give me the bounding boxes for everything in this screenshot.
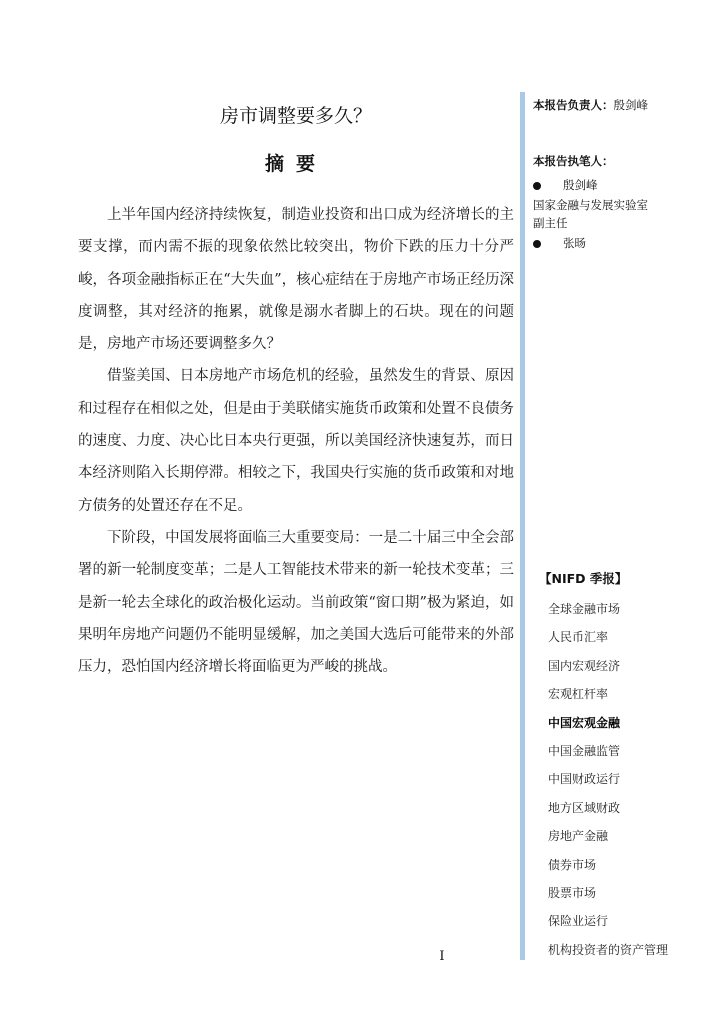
sidebar-divider bbox=[520, 92, 525, 960]
nifd-item[interactable]: 地方区域财政 bbox=[548, 800, 621, 815]
writer-item bbox=[533, 234, 586, 252]
abstract-paragraph-3: 下阶段，中国发展将面临三大重要变局：一是二十届三中全会部署的新一轮制度变革；二是人工智能技术带来的新一轮技术变革；三是新一轮去全球化的政治极化运动。当前政策“窗口期”极为紧迫，如果明年房地产问题仍不能明显缓解，加之美国大选后可能带来的外部压力，恐怕国内经济增长将面临更为严峻的挑战。 bbox=[78, 529, 514, 676]
report-title: 房市调整要多久？ bbox=[219, 105, 372, 127]
writer-item bbox=[533, 176, 598, 194]
nifd-item[interactable]: 中国金融监管 bbox=[548, 743, 621, 758]
nifd-quarterly-nav bbox=[539, 570, 710, 957]
nifd-title: 【NIFD 季报】 bbox=[539, 571, 628, 586]
abstract-heading: 摘要 bbox=[264, 153, 327, 175]
writer-name: 殷剑峰 bbox=[563, 178, 598, 192]
writer-detail: 国家金融与发展实验室 bbox=[533, 198, 648, 212]
nifd-item[interactable]: 机构投资者的资产管理 bbox=[548, 942, 669, 957]
bullet-icon bbox=[533, 240, 541, 248]
nifd-item[interactable]: 国内宏观经济 bbox=[548, 658, 621, 673]
nifd-item[interactable]: 保险业运行 bbox=[548, 914, 609, 929]
nifd-item[interactable]: 全球金融市场 bbox=[548, 602, 621, 616]
responsible-label: 本报告负责人： bbox=[533, 98, 614, 112]
nifd-item[interactable]: 中国财政运行 bbox=[548, 772, 621, 787]
responsible-row bbox=[533, 96, 648, 114]
nifd-item[interactable]: 中国宏观金融 bbox=[548, 715, 621, 730]
abstract-paragraph-1: 上半年国内经济持续恢复，制造业投资和出口成为经济增长的主要支撑，而内需不振的现象依然比较突出，物价下跌的压力十分严峻，各项金融指标正在“大失血”，核心症结在于房地产市场正经历深度调整，其对经济的拖累，就像是溺水者脚上的石块。现在的问题是，房地产市场还要调整多久？ bbox=[78, 207, 514, 353]
nifd-list bbox=[548, 600, 668, 969]
nifd-item[interactable]: 债券市场 bbox=[548, 857, 597, 872]
bullet-icon bbox=[533, 182, 541, 190]
abstract-body bbox=[78, 199, 514, 683]
nifd-item[interactable]: 人民币汇率 bbox=[548, 630, 609, 645]
writers-label: 本报告执笔人： bbox=[533, 154, 614, 168]
writer-name: 张旸 bbox=[563, 236, 586, 250]
nifd-item[interactable]: 宏观杠杆率 bbox=[548, 687, 609, 702]
page-number: I bbox=[439, 949, 445, 964]
nifd-item[interactable]: 房地产金融 bbox=[548, 829, 609, 844]
nifd-item[interactable]: 股票市场 bbox=[548, 885, 597, 900]
abstract-paragraph-2: 借鉴美国、日本房地产市场危机的经验，虽然发生的背景、原因和过程存在相似之处，但是由于美联储实施货币政策和处置不良债务的速度、力度、决心比日本央行更强，所以美国经济快速复苏，而日本经济则陷入长期停滞。相较之下，我国央行实施的货币政策和对地方债务的处置还存在不足。 bbox=[78, 368, 514, 514]
writer-detail: 副主任 bbox=[533, 216, 568, 230]
responsible-name: 殷剑峰 bbox=[613, 98, 648, 112]
